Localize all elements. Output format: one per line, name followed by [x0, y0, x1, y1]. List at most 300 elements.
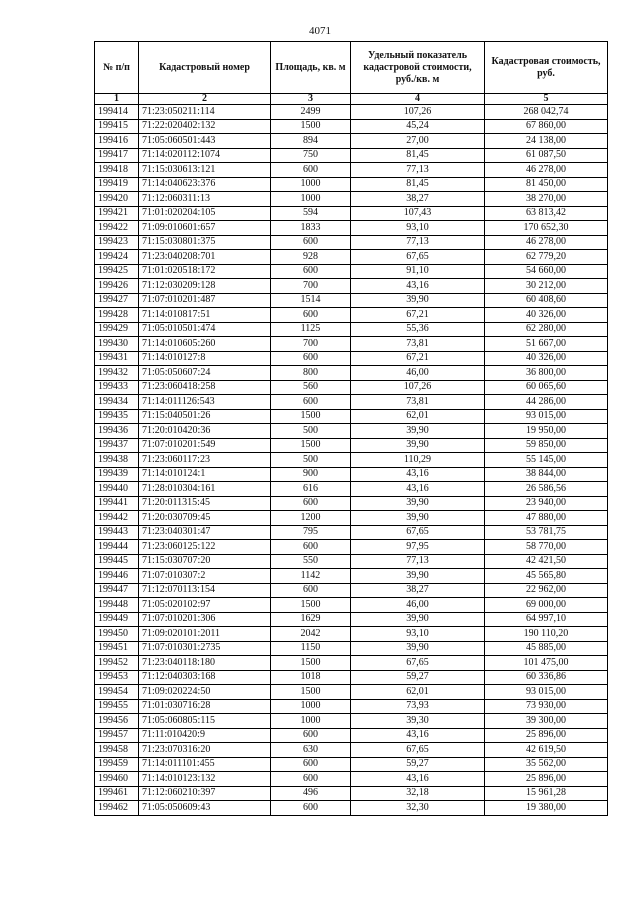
- specific-rate: 39,90: [351, 511, 485, 526]
- table-row: [95, 395, 608, 410]
- table-row: [95, 438, 608, 453]
- row-index: 199423: [95, 235, 139, 250]
- specific-rate: 67,21: [351, 308, 485, 323]
- table-row: [95, 612, 608, 627]
- cadastral-value: 170 652,30: [485, 221, 608, 236]
- specific-rate: 38,27: [351, 192, 485, 207]
- table-row: [95, 351, 608, 366]
- area-value: 1200: [271, 511, 351, 526]
- cadastral-value: 22 962,00: [485, 583, 608, 598]
- cadastral-number: 71:14:020112:1074: [139, 148, 271, 163]
- area-value: 600: [271, 728, 351, 743]
- row-index: 199462: [95, 801, 139, 816]
- cadastral-number: 71:12:040303:168: [139, 670, 271, 685]
- area-value: 1150: [271, 641, 351, 656]
- cadastral-number: 71:05:020102:97: [139, 598, 271, 613]
- specific-rate: 67,65: [351, 250, 485, 265]
- area-value: 594: [271, 206, 351, 221]
- specific-rate: 39,90: [351, 424, 485, 439]
- specific-rate: 38,27: [351, 583, 485, 598]
- specific-rate: 39,30: [351, 714, 485, 729]
- cadastral-value: 60 065,60: [485, 380, 608, 395]
- cadastral-number: 71:09:020224:50: [139, 685, 271, 700]
- area-value: 795: [271, 525, 351, 540]
- cadastral-number: 71:12:070113:154: [139, 583, 271, 598]
- cadastral-number: 71:09:020101:2011: [139, 627, 271, 642]
- row-index: 199449: [95, 612, 139, 627]
- specific-rate: 97,95: [351, 540, 485, 555]
- specific-rate: 27,00: [351, 134, 485, 149]
- cadastral-number: 71:14:011126:543: [139, 395, 271, 410]
- row-index: 199443: [95, 525, 139, 540]
- row-index: 199433: [95, 380, 139, 395]
- specific-rate: 67,65: [351, 743, 485, 758]
- cadastral-number: 71:11:010420:9: [139, 728, 271, 743]
- cadastral-number: 71:14:010127:8: [139, 351, 271, 366]
- cadastral-value: 61 087,50: [485, 148, 608, 163]
- row-index: 199418: [95, 163, 139, 178]
- cadastral-value: 44 286,00: [485, 395, 608, 410]
- table-row: [95, 670, 608, 685]
- specific-rate: 91,10: [351, 264, 485, 279]
- row-index: 199439: [95, 467, 139, 482]
- cadastral-number: 71:07:010307:2: [139, 569, 271, 584]
- specific-rate: 55,36: [351, 322, 485, 337]
- specific-rate: 107,43: [351, 206, 485, 221]
- cadastral-value: 19 950,00: [485, 424, 608, 439]
- table-row: [95, 743, 608, 758]
- row-index: 199450: [95, 627, 139, 642]
- cadastral-number: 71:15:040501:26: [139, 409, 271, 424]
- specific-rate: 67,65: [351, 656, 485, 671]
- cadastral-number: 71:23:060418:258: [139, 380, 271, 395]
- specific-rate: 77,13: [351, 235, 485, 250]
- cadastral-number: 71:23:040118:180: [139, 656, 271, 671]
- table-row: [95, 525, 608, 540]
- table-row: [95, 598, 608, 613]
- cadastral-number: 71:14:010817:51: [139, 308, 271, 323]
- specific-rate: 107,26: [351, 105, 485, 120]
- table-row: [95, 467, 608, 482]
- cadastral-number: 71:28:010304:161: [139, 482, 271, 497]
- area-value: 2042: [271, 627, 351, 642]
- area-value: 560: [271, 380, 351, 395]
- row-index: 199430: [95, 337, 139, 352]
- table-row: [95, 206, 608, 221]
- row-index: 199435: [95, 409, 139, 424]
- cadastral-number: 71:05:060501:443: [139, 134, 271, 149]
- specific-rate: 77,13: [351, 163, 485, 178]
- cadastral-value: 25 896,00: [485, 728, 608, 743]
- row-index: 199452: [95, 656, 139, 671]
- row-index: 199459: [95, 757, 139, 772]
- table-row: [95, 409, 608, 424]
- cadastral-value: 26 586,56: [485, 482, 608, 497]
- cadastral-number: 71:07:010201:487: [139, 293, 271, 308]
- cadastral-number: 71:05:050609:43: [139, 801, 271, 816]
- cadastral-value: 67 860,00: [485, 119, 608, 134]
- table-row: [95, 786, 608, 801]
- table-row: [95, 496, 608, 511]
- specific-rate: 67,21: [351, 351, 485, 366]
- table-row: [95, 134, 608, 149]
- row-index: 199431: [95, 351, 139, 366]
- cadastral-value: 15 961,28: [485, 786, 608, 801]
- cadastral-value: 40 326,00: [485, 308, 608, 323]
- cadastral-number: 71:01:030716:28: [139, 699, 271, 714]
- cadastral-value: 45 565,80: [485, 569, 608, 584]
- cadastral-value: 60 336,86: [485, 670, 608, 685]
- cadastral-number: 71:23:060117:23: [139, 453, 271, 468]
- cadastral-number: 71:07:010301:2735: [139, 641, 271, 656]
- specific-rate: 107,26: [351, 380, 485, 395]
- area-value: 1125: [271, 322, 351, 337]
- table-row: [95, 511, 608, 526]
- cadastral-number: 71:09:010601:657: [139, 221, 271, 236]
- row-index: 199444: [95, 540, 139, 555]
- specific-rate: 39,90: [351, 438, 485, 453]
- table-row: [95, 119, 608, 134]
- table-row: [95, 772, 608, 787]
- area-value: 500: [271, 453, 351, 468]
- row-index: 199454: [95, 685, 139, 700]
- table-row: [95, 554, 608, 569]
- area-value: 616: [271, 482, 351, 497]
- area-value: 1500: [271, 598, 351, 613]
- row-index: 199429: [95, 322, 139, 337]
- cadastral-value: 39 300,00: [485, 714, 608, 729]
- specific-rate: 46,00: [351, 598, 485, 613]
- table-row: [95, 540, 608, 555]
- cadastral-number: 71:15:030613:121: [139, 163, 271, 178]
- header-row: [95, 42, 608, 94]
- specific-rate: 93,10: [351, 627, 485, 642]
- table-row: [95, 424, 608, 439]
- area-value: 1500: [271, 438, 351, 453]
- cadastral-number: 71:23:050211:114: [139, 105, 271, 120]
- cadastral-value: 53 781,75: [485, 525, 608, 540]
- specific-rate: 43,16: [351, 728, 485, 743]
- cadastral-value: 55 145,00: [485, 453, 608, 468]
- table-row: [95, 163, 608, 178]
- area-value: 1500: [271, 656, 351, 671]
- row-index: 199434: [95, 395, 139, 410]
- cadastral-number: 71:05:050607:24: [139, 366, 271, 381]
- area-value: 600: [271, 308, 351, 323]
- row-index: 199414: [95, 105, 139, 120]
- cadastral-value: 38 270,00: [485, 192, 608, 207]
- cadastral-number: 71:12:030209:128: [139, 279, 271, 294]
- table-row: [95, 482, 608, 497]
- cadastral-number: 71:12:060210:397: [139, 786, 271, 801]
- table-row: [95, 322, 608, 337]
- row-index: 199446: [95, 569, 139, 584]
- row-index: 199427: [95, 293, 139, 308]
- cadastral-value: 36 800,00: [485, 366, 608, 381]
- cadastral-value: 62 280,00: [485, 322, 608, 337]
- row-index: 199438: [95, 453, 139, 468]
- header-cadastral-value: Кадастровая стоимость, руб.: [485, 42, 608, 94]
- row-index: 199428: [95, 308, 139, 323]
- cadastral-value: 62 779,20: [485, 250, 608, 265]
- cadastral-number: 71:14:011101:455: [139, 757, 271, 772]
- cadastral-value-table: [94, 41, 608, 816]
- area-value: 600: [271, 772, 351, 787]
- row-index: 199441: [95, 496, 139, 511]
- area-value: 1000: [271, 192, 351, 207]
- row-index: 199448: [95, 598, 139, 613]
- cadastral-value: 35 562,00: [485, 757, 608, 772]
- column-number: 3: [271, 94, 351, 105]
- area-value: 1514: [271, 293, 351, 308]
- cadastral-value: 46 278,00: [485, 235, 608, 250]
- header-index: № п/п: [95, 42, 139, 94]
- area-value: 550: [271, 554, 351, 569]
- table-row: [95, 656, 608, 671]
- area-value: 1500: [271, 119, 351, 134]
- table-row: [95, 105, 608, 120]
- cadastral-number: 71:07:010201:549: [139, 438, 271, 453]
- column-number: 1: [95, 94, 139, 105]
- column-number: 2: [139, 94, 271, 105]
- row-index: 199442: [95, 511, 139, 526]
- area-value: 750: [271, 148, 351, 163]
- row-index: 199457: [95, 728, 139, 743]
- specific-rate: 39,90: [351, 569, 485, 584]
- table-row: [95, 337, 608, 352]
- area-value: 600: [271, 757, 351, 772]
- specific-rate: 67,65: [351, 525, 485, 540]
- cadastral-value: 58 770,00: [485, 540, 608, 555]
- cadastral-value: 42 421,50: [485, 554, 608, 569]
- table-row: [95, 583, 608, 598]
- row-index: 199440: [95, 482, 139, 497]
- table-row: [95, 757, 608, 772]
- row-index: 199421: [95, 206, 139, 221]
- area-value: 700: [271, 279, 351, 294]
- specific-rate: 81,45: [351, 148, 485, 163]
- row-index: 199436: [95, 424, 139, 439]
- cadastral-number: 71:01:020204:105: [139, 206, 271, 221]
- cadastral-number: 71:05:010501:474: [139, 322, 271, 337]
- specific-rate: 39,90: [351, 293, 485, 308]
- cadastral-value: 38 844,00: [485, 467, 608, 482]
- table-row: [95, 641, 608, 656]
- column-number-row: [95, 94, 608, 105]
- row-index: 199424: [95, 250, 139, 265]
- cadastral-value: 25 896,00: [485, 772, 608, 787]
- cadastral-number: 71:14:010123:132: [139, 772, 271, 787]
- area-value: 496: [271, 786, 351, 801]
- specific-rate: 81,45: [351, 177, 485, 192]
- specific-rate: 43,16: [351, 772, 485, 787]
- area-value: 1000: [271, 699, 351, 714]
- area-value: 1018: [271, 670, 351, 685]
- area-value: 1500: [271, 685, 351, 700]
- cadastral-number: 71:20:030709:45: [139, 511, 271, 526]
- table-row: [95, 293, 608, 308]
- cadastral-value: 42 619,50: [485, 743, 608, 758]
- cadastral-number: 71:14:040623:376: [139, 177, 271, 192]
- area-value: 894: [271, 134, 351, 149]
- table-row: [95, 221, 608, 236]
- cadastral-number: 71:23:070316:20: [139, 743, 271, 758]
- row-index: 199437: [95, 438, 139, 453]
- table-row: [95, 366, 608, 381]
- row-index: 199426: [95, 279, 139, 294]
- area-value: 600: [271, 496, 351, 511]
- row-index: 199455: [95, 699, 139, 714]
- row-index: 199451: [95, 641, 139, 656]
- specific-rate: 93,10: [351, 221, 485, 236]
- area-value: 1000: [271, 177, 351, 192]
- area-value: 600: [271, 395, 351, 410]
- cadastral-value: 45 885,00: [485, 641, 608, 656]
- area-value: 500: [271, 424, 351, 439]
- table-row: [95, 801, 608, 816]
- cadastral-number: 71:01:020518:172: [139, 264, 271, 279]
- specific-rate: 73,81: [351, 395, 485, 410]
- area-value: 700: [271, 337, 351, 352]
- specific-rate: 43,16: [351, 482, 485, 497]
- area-value: 1142: [271, 569, 351, 584]
- table-row: [95, 192, 608, 207]
- cadastral-value: 63 813,42: [485, 206, 608, 221]
- specific-rate: 43,16: [351, 279, 485, 294]
- table-row: [95, 453, 608, 468]
- table-row: [95, 279, 608, 294]
- row-index: 199456: [95, 714, 139, 729]
- cadastral-value: 46 278,00: [485, 163, 608, 178]
- table-row: [95, 627, 608, 642]
- cadastral-value: 64 997,10: [485, 612, 608, 627]
- row-index: 199416: [95, 134, 139, 149]
- area-value: 600: [271, 163, 351, 178]
- cadastral-value: 54 660,00: [485, 264, 608, 279]
- header-cadastral-number: Кадастровый номер: [139, 42, 271, 94]
- cadastral-number: 71:12:060311:13: [139, 192, 271, 207]
- specific-rate: 32,18: [351, 786, 485, 801]
- table-row: [95, 699, 608, 714]
- row-index: 199415: [95, 119, 139, 134]
- table-row: [95, 148, 608, 163]
- cadastral-value: 59 850,00: [485, 438, 608, 453]
- cadastral-number: 71:07:010201:306: [139, 612, 271, 627]
- cadastral-value: 93 015,00: [485, 409, 608, 424]
- area-value: 1833: [271, 221, 351, 236]
- cadastral-value: 19 380,00: [485, 801, 608, 816]
- table-row: [95, 380, 608, 395]
- table-row: [95, 264, 608, 279]
- column-number: 5: [485, 94, 608, 105]
- specific-rate: 62,01: [351, 685, 485, 700]
- cadastral-value: 51 667,00: [485, 337, 608, 352]
- specific-rate: 77,13: [351, 554, 485, 569]
- table-row: [95, 728, 608, 743]
- area-value: 2499: [271, 105, 351, 120]
- cadastral-value: 73 930,00: [485, 699, 608, 714]
- specific-rate: 73,81: [351, 337, 485, 352]
- area-value: 600: [271, 540, 351, 555]
- specific-rate: 110,29: [351, 453, 485, 468]
- cadastral-value: 60 408,60: [485, 293, 608, 308]
- cadastral-number: 71:20:010420:36: [139, 424, 271, 439]
- cadastral-number: 71:14:010124:1: [139, 467, 271, 482]
- row-index: 199453: [95, 670, 139, 685]
- cadastral-number: 71:15:030707:20: [139, 554, 271, 569]
- cadastral-value: 30 212,00: [485, 279, 608, 294]
- specific-rate: 62,01: [351, 409, 485, 424]
- cadastral-number: 71:22:020402:132: [139, 119, 271, 134]
- cadastral-value: 24 138,00: [485, 134, 608, 149]
- specific-rate: 59,27: [351, 757, 485, 772]
- row-index: 199458: [95, 743, 139, 758]
- row-index: 199425: [95, 264, 139, 279]
- cadastral-number: 71:20:011315:45: [139, 496, 271, 511]
- cadastral-value: 47 880,00: [485, 511, 608, 526]
- table-row: [95, 235, 608, 250]
- cadastral-value: 268 042,74: [485, 105, 608, 120]
- cadastral-value: 190 110,20: [485, 627, 608, 642]
- cadastral-number: 71:23:040208:701: [139, 250, 271, 265]
- specific-rate: 39,90: [351, 612, 485, 627]
- cadastral-value: 101 475,00: [485, 656, 608, 671]
- cadastral-value: 23 940,00: [485, 496, 608, 511]
- specific-rate: 46,00: [351, 366, 485, 381]
- page-number: 4071: [309, 25, 331, 37]
- table-row: [95, 250, 608, 265]
- table-row: [95, 714, 608, 729]
- area-value: 800: [271, 366, 351, 381]
- row-index: 199422: [95, 221, 139, 236]
- row-index: 199445: [95, 554, 139, 569]
- area-value: 1629: [271, 612, 351, 627]
- cadastral-number: 71:05:060805:115: [139, 714, 271, 729]
- cadastral-value: 93 015,00: [485, 685, 608, 700]
- table-row: [95, 177, 608, 192]
- area-value: 600: [271, 583, 351, 598]
- area-value: 900: [271, 467, 351, 482]
- row-index: 199420: [95, 192, 139, 207]
- row-index: 199447: [95, 583, 139, 598]
- area-value: 600: [271, 801, 351, 816]
- cadastral-value: 40 326,00: [485, 351, 608, 366]
- cadastral-value: 81 450,00: [485, 177, 608, 192]
- area-value: 1000: [271, 714, 351, 729]
- area-value: 600: [271, 264, 351, 279]
- table-row: [95, 308, 608, 323]
- row-index: 199432: [95, 366, 139, 381]
- cadastral-number: 71:23:040301:47: [139, 525, 271, 540]
- table-row: [95, 685, 608, 700]
- cadastral-value: 69 000,00: [485, 598, 608, 613]
- area-value: 928: [271, 250, 351, 265]
- specific-rate: 43,16: [351, 467, 485, 482]
- header-area: Площадь, кв. м: [271, 42, 351, 94]
- specific-rate: 39,90: [351, 641, 485, 656]
- row-index: 199417: [95, 148, 139, 163]
- table-row: [95, 569, 608, 584]
- specific-rate: 32,30: [351, 801, 485, 816]
- header-specific-rate: Удельный показатель кадастровой стоимости, руб./кв. м: [351, 42, 485, 94]
- table-body: [95, 105, 608, 816]
- specific-rate: 45,24: [351, 119, 485, 134]
- specific-rate: 73,93: [351, 699, 485, 714]
- cadastral-number: 71:14:010605:260: [139, 337, 271, 352]
- area-value: 630: [271, 743, 351, 758]
- row-index: 199460: [95, 772, 139, 787]
- column-number: 4: [351, 94, 485, 105]
